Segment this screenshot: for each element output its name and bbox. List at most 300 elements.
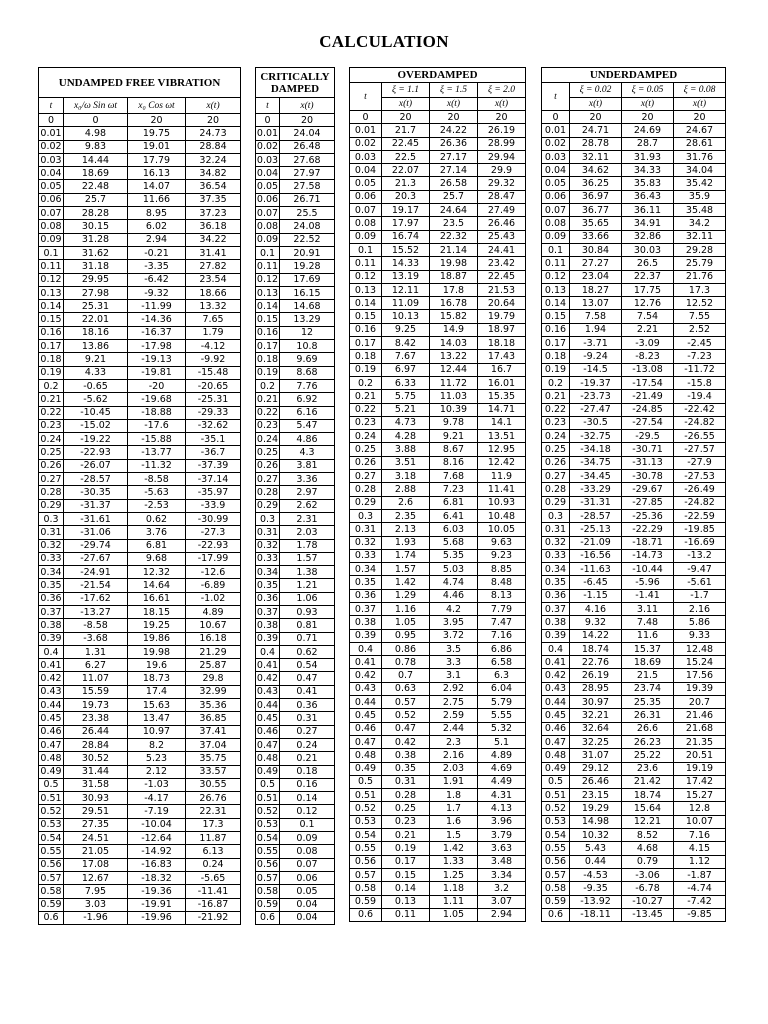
value-cell: 14.44 bbox=[64, 153, 128, 166]
table-row bbox=[256, 512, 335, 525]
value-cell: -21.54 bbox=[64, 579, 128, 592]
value-cell: 1.42 bbox=[382, 576, 430, 589]
value-cell: 26.58 bbox=[430, 177, 478, 190]
value-cell: 5.35 bbox=[430, 549, 478, 562]
table-row bbox=[350, 895, 526, 908]
value-cell: 28.28 bbox=[64, 207, 128, 220]
value-cell: 19.98 bbox=[430, 257, 478, 270]
t-cell: 0.57 bbox=[256, 872, 279, 884]
t-cell: 0.51 bbox=[256, 792, 279, 804]
t-cell: 0.04 bbox=[40, 167, 62, 179]
value-cell: 4.33 bbox=[64, 366, 128, 379]
value-cell: 28.47 bbox=[478, 190, 526, 203]
t-cell: 0.53 bbox=[40, 819, 62, 831]
t-cell: 0.27 bbox=[256, 473, 279, 485]
value-cell: -1.03 bbox=[128, 778, 186, 791]
value-cell: 1.21 bbox=[280, 579, 335, 592]
t-cell: 0.15 bbox=[542, 310, 570, 323]
table-row bbox=[256, 313, 335, 326]
t-cell: 0.34 bbox=[350, 563, 382, 576]
value-cell: -21.49 bbox=[622, 390, 674, 403]
value-cell: -9.35 bbox=[570, 882, 622, 895]
t-cell: 0.17 bbox=[40, 340, 62, 352]
value-cell: -5.62 bbox=[64, 393, 128, 406]
value-cell: 12.95 bbox=[478, 443, 526, 456]
value-cell: 12.44 bbox=[430, 363, 478, 376]
table-row bbox=[256, 140, 335, 153]
value-cell: 25.87 bbox=[186, 659, 241, 672]
table-row bbox=[256, 366, 335, 379]
value-cell: 9.63 bbox=[478, 536, 526, 549]
table-row bbox=[350, 283, 526, 296]
value-cell: 27.68 bbox=[280, 153, 335, 166]
t-cell: 0.35 bbox=[40, 580, 62, 592]
value-cell: 34.91 bbox=[622, 217, 674, 230]
value-cell: 5.23 bbox=[128, 752, 186, 765]
t-cell: 0.2 bbox=[350, 376, 382, 389]
table-row bbox=[350, 682, 526, 695]
value-cell: 0.12 bbox=[280, 805, 335, 818]
value-cell: 19.79 bbox=[478, 310, 526, 323]
value-cell: -14.92 bbox=[128, 845, 186, 858]
value-cell: 1.12 bbox=[674, 855, 726, 868]
table-row bbox=[350, 363, 526, 376]
t-cell: 0.6 bbox=[256, 911, 280, 924]
table-row bbox=[350, 297, 526, 310]
t-cell: 0.06 bbox=[350, 190, 382, 203]
value-cell: 1.33 bbox=[430, 855, 478, 868]
value-cell: -20 bbox=[128, 379, 186, 392]
value-cell: 18.66 bbox=[186, 286, 241, 299]
t-cell: 0.16 bbox=[350, 323, 382, 336]
value-cell: 2.3 bbox=[430, 735, 478, 748]
value-cell: 28.7 bbox=[622, 137, 674, 150]
value-cell: 0.06 bbox=[280, 871, 335, 884]
t-cell: 0.53 bbox=[542, 815, 570, 828]
table-row bbox=[542, 682, 726, 695]
value-cell: -30.35 bbox=[64, 486, 128, 499]
value-cell: 4.89 bbox=[186, 605, 241, 618]
t-cell: 0.08 bbox=[350, 217, 382, 230]
value-cell: 19.75 bbox=[128, 127, 186, 140]
value-cell: 18.27 bbox=[570, 283, 622, 296]
t-cell: 0.31 bbox=[256, 526, 279, 538]
value-cell: -9.92 bbox=[186, 353, 241, 366]
value-cell: -4.74 bbox=[674, 882, 726, 895]
table-row bbox=[39, 393, 241, 406]
table-row bbox=[256, 393, 335, 406]
t-cell: 0.54 bbox=[256, 832, 279, 844]
value-cell: 0.07 bbox=[280, 858, 335, 871]
value-cell: 0.05 bbox=[280, 885, 335, 898]
t-cell: 0.23 bbox=[542, 416, 570, 429]
value-cell: 3.36 bbox=[280, 473, 335, 486]
table-row bbox=[542, 536, 726, 549]
value-cell: -24.82 bbox=[674, 496, 726, 509]
t-cell: 0.29 bbox=[542, 496, 570, 509]
value-cell: 4.3 bbox=[280, 446, 335, 459]
value-cell: 15.35 bbox=[478, 390, 526, 403]
value-cell: 35.36 bbox=[186, 699, 241, 712]
t-cell: 0.2 bbox=[256, 379, 280, 392]
value-cell: -17.6 bbox=[128, 419, 186, 432]
value-cell: -22.42 bbox=[674, 403, 726, 416]
value-cell: 10.39 bbox=[430, 403, 478, 416]
t-cell: 0.46 bbox=[256, 726, 279, 738]
value-cell: 2.94 bbox=[128, 233, 186, 246]
value-cell: -37.39 bbox=[186, 459, 241, 472]
table-row bbox=[39, 805, 241, 818]
value-cell: 17.69 bbox=[280, 273, 335, 286]
t-cell: 0.05 bbox=[256, 181, 279, 193]
value-cell: -14.5 bbox=[570, 363, 622, 376]
value-cell: 26.48 bbox=[280, 140, 335, 153]
value-cell: 12.42 bbox=[478, 456, 526, 469]
value-cell: 28.95 bbox=[570, 682, 622, 695]
table-row bbox=[350, 656, 526, 669]
value-cell: 1.57 bbox=[382, 563, 430, 576]
value-cell: 18.69 bbox=[622, 656, 674, 669]
value-cell: 12.67 bbox=[64, 871, 128, 884]
value-cell: 10.07 bbox=[674, 815, 726, 828]
value-cell: 25.7 bbox=[430, 190, 478, 203]
value-cell: 20.7 bbox=[674, 696, 726, 709]
value-cell: -17.54 bbox=[622, 376, 674, 389]
t-cell: 0.11 bbox=[542, 257, 570, 270]
value-cell: 20.51 bbox=[674, 749, 726, 762]
value-cell: 12.21 bbox=[622, 815, 674, 828]
value-cell: 6.16 bbox=[280, 406, 335, 419]
value-cell: 3.18 bbox=[382, 470, 430, 483]
t-cell: 0.11 bbox=[350, 257, 382, 270]
table-row bbox=[39, 140, 241, 153]
value-cell: 21.7 bbox=[382, 124, 430, 137]
table-row bbox=[39, 898, 241, 911]
value-cell: 0.47 bbox=[382, 722, 430, 735]
t-cell: 0.6 bbox=[39, 911, 64, 924]
value-cell: 1.78 bbox=[280, 539, 335, 552]
t-cell: 0.02 bbox=[542, 137, 570, 150]
value-cell: 0.28 bbox=[382, 789, 430, 802]
t-cell: 0.21 bbox=[40, 393, 62, 405]
table-row bbox=[256, 499, 335, 512]
value-cell: 27.49 bbox=[478, 204, 526, 217]
t-cell: 0.52 bbox=[256, 806, 279, 818]
table-row bbox=[256, 473, 335, 486]
value-cell: 14.68 bbox=[280, 300, 335, 313]
table-row bbox=[39, 193, 241, 206]
value-cell: 36.54 bbox=[186, 180, 241, 193]
value-cell: 29.8 bbox=[186, 672, 241, 685]
table-row bbox=[350, 310, 526, 323]
value-cell: 26.19 bbox=[570, 669, 622, 682]
value-cell: 3.79 bbox=[478, 829, 526, 842]
value-cell: 3.63 bbox=[478, 842, 526, 855]
t-cell: 0.31 bbox=[350, 523, 382, 536]
t-cell: 0.19 bbox=[40, 367, 62, 379]
value-cell: -3.09 bbox=[622, 337, 674, 350]
value-cell: 1.6 bbox=[430, 815, 478, 828]
t-cell: 0.13 bbox=[542, 283, 570, 296]
table-row bbox=[256, 845, 335, 858]
column-header: x(t) bbox=[674, 98, 726, 111]
value-cell: -27.57 bbox=[674, 443, 726, 456]
table-row bbox=[39, 778, 241, 791]
value-cell: 9.33 bbox=[674, 629, 726, 642]
value-cell: 0.7 bbox=[382, 669, 430, 682]
value-cell: 37.41 bbox=[186, 725, 241, 738]
table-row bbox=[39, 579, 241, 592]
value-cell: 3.96 bbox=[478, 815, 526, 828]
t-cell: 0.37 bbox=[542, 602, 570, 615]
value-cell: 7.16 bbox=[478, 629, 526, 642]
value-cell: 5.43 bbox=[570, 842, 622, 855]
value-cell: 3.81 bbox=[280, 459, 335, 472]
t-cell: 0.55 bbox=[40, 845, 62, 857]
table-row bbox=[39, 659, 241, 672]
value-cell: 8.48 bbox=[478, 576, 526, 589]
table-row bbox=[350, 137, 526, 150]
column-header: x(t) bbox=[622, 98, 674, 111]
value-cell: 16.74 bbox=[382, 230, 430, 243]
table-row bbox=[350, 749, 526, 762]
table-row bbox=[256, 566, 335, 579]
t-cell: 0.38 bbox=[40, 619, 62, 631]
table-row bbox=[256, 752, 335, 765]
value-cell: 0.27 bbox=[280, 725, 335, 738]
table-row bbox=[256, 459, 335, 472]
value-cell: -13.27 bbox=[64, 605, 128, 618]
table-row bbox=[256, 645, 335, 658]
t-cell: 0.08 bbox=[542, 217, 570, 230]
t-cell: 0.29 bbox=[256, 500, 279, 512]
value-cell: -3.06 bbox=[622, 868, 674, 881]
t-cell: 0 bbox=[350, 111, 382, 124]
value-cell: -0.21 bbox=[128, 246, 186, 259]
table-row bbox=[350, 190, 526, 203]
value-cell: 4.28 bbox=[382, 430, 430, 443]
table-row bbox=[542, 722, 726, 735]
table-row bbox=[256, 672, 335, 685]
table-row bbox=[39, 672, 241, 685]
value-cell: 25.43 bbox=[478, 230, 526, 243]
value-cell: 21.3 bbox=[382, 177, 430, 190]
value-cell: 22.07 bbox=[382, 164, 430, 177]
table-row bbox=[350, 882, 526, 895]
value-cell: 0.44 bbox=[570, 855, 622, 868]
value-cell: 21.68 bbox=[674, 722, 726, 735]
table-row bbox=[350, 376, 526, 389]
value-cell: 2.59 bbox=[430, 709, 478, 722]
table-row bbox=[256, 911, 335, 924]
t-cell: 0.54 bbox=[350, 829, 382, 842]
value-cell: 18.16 bbox=[64, 326, 128, 339]
value-cell: 4.31 bbox=[478, 789, 526, 802]
value-cell: 8.2 bbox=[128, 738, 186, 751]
value-cell: -31.31 bbox=[570, 496, 622, 509]
value-cell: 31.41 bbox=[186, 246, 241, 259]
value-cell: 6.81 bbox=[128, 539, 186, 552]
column-header: x(t) bbox=[382, 98, 430, 111]
t-cell: 0.31 bbox=[542, 523, 570, 536]
t-cell: 0.44 bbox=[542, 696, 570, 709]
t-cell: 0.28 bbox=[350, 483, 382, 496]
value-cell: -18.11 bbox=[570, 908, 622, 921]
value-cell: 15.24 bbox=[674, 656, 726, 669]
value-cell: 0.15 bbox=[382, 868, 430, 881]
value-cell: -25.31 bbox=[186, 393, 241, 406]
t-cell: 0.22 bbox=[256, 407, 279, 419]
table-row bbox=[256, 619, 335, 632]
t-cell: 0.05 bbox=[350, 177, 382, 190]
table-row bbox=[542, 350, 726, 363]
value-cell: 1.93 bbox=[382, 536, 430, 549]
value-cell: 9.23 bbox=[478, 549, 526, 562]
value-cell: 12.8 bbox=[674, 802, 726, 815]
value-cell: 3.95 bbox=[430, 616, 478, 629]
value-cell: -18.32 bbox=[128, 871, 186, 884]
table-row bbox=[350, 350, 526, 363]
table-row bbox=[256, 273, 335, 286]
value-cell: -34.18 bbox=[570, 443, 622, 456]
value-cell: 25.7 bbox=[64, 193, 128, 206]
t-cell: 0.5 bbox=[542, 775, 570, 788]
t-cell: 0.41 bbox=[542, 656, 570, 669]
value-cell: -11.63 bbox=[570, 563, 622, 576]
value-cell: 0.14 bbox=[382, 882, 430, 895]
table-row bbox=[256, 778, 335, 791]
table-row bbox=[256, 353, 335, 366]
table-row bbox=[350, 164, 526, 177]
value-cell: 6.27 bbox=[64, 659, 128, 672]
t-cell: 0.38 bbox=[350, 616, 382, 629]
table-row bbox=[39, 459, 241, 472]
value-cell: -17.98 bbox=[128, 340, 186, 353]
value-cell: 0.31 bbox=[280, 712, 335, 725]
value-cell: 17.79 bbox=[128, 153, 186, 166]
value-cell: 18.73 bbox=[128, 672, 186, 685]
value-cell: 12 bbox=[280, 326, 335, 339]
table-row bbox=[542, 217, 726, 230]
table-row bbox=[256, 406, 335, 419]
value-cell: 30.15 bbox=[64, 220, 128, 233]
t-cell: 0.33 bbox=[542, 549, 570, 562]
table-row bbox=[39, 273, 241, 286]
t-header: t bbox=[542, 83, 570, 111]
table-row bbox=[256, 286, 335, 299]
table-row bbox=[39, 539, 241, 552]
value-cell: 2.21 bbox=[622, 323, 674, 336]
value-cell: 5.21 bbox=[382, 403, 430, 416]
table-row bbox=[542, 323, 726, 336]
table-row bbox=[350, 270, 526, 283]
value-cell: 0.41 bbox=[280, 685, 335, 698]
value-cell: 8.13 bbox=[478, 589, 526, 602]
table-row bbox=[542, 283, 726, 296]
value-cell: 7.54 bbox=[622, 310, 674, 323]
value-cell: 23.74 bbox=[622, 682, 674, 695]
value-cell: 0.1 bbox=[280, 818, 335, 831]
t-cell: 0.13 bbox=[350, 283, 382, 296]
t-cell: 0.47 bbox=[350, 735, 382, 748]
value-cell: 16.78 bbox=[430, 297, 478, 310]
table-row bbox=[256, 579, 335, 592]
value-cell: -6.89 bbox=[186, 579, 241, 592]
table-row bbox=[39, 353, 241, 366]
value-cell: 32.24 bbox=[186, 153, 241, 166]
t-cell: 0.5 bbox=[350, 775, 382, 788]
value-cell: 9.21 bbox=[430, 430, 478, 443]
value-cell: 13.07 bbox=[570, 297, 622, 310]
t-cell: 0.3 bbox=[39, 512, 64, 525]
t-cell: 0.48 bbox=[350, 749, 382, 762]
table-row bbox=[39, 765, 241, 778]
t-cell: 0.16 bbox=[542, 323, 570, 336]
page-title: CALCULATION bbox=[319, 32, 449, 51]
table-row bbox=[542, 775, 726, 788]
value-cell: -13.08 bbox=[622, 363, 674, 376]
value-cell: 3.2 bbox=[478, 882, 526, 895]
value-cell: 16.01 bbox=[478, 376, 526, 389]
table-row bbox=[542, 124, 726, 137]
value-cell: 10.97 bbox=[128, 725, 186, 738]
value-cell: 4.89 bbox=[478, 749, 526, 762]
value-cell: 17.97 bbox=[382, 217, 430, 230]
table-row bbox=[256, 246, 335, 259]
table-row bbox=[542, 456, 726, 469]
table-row bbox=[256, 832, 335, 845]
value-cell: 0.63 bbox=[382, 682, 430, 695]
t-cell: 0.55 bbox=[542, 842, 570, 855]
value-cell: 34.22 bbox=[186, 233, 241, 246]
value-cell: 3.88 bbox=[382, 443, 430, 456]
value-cell: 19.73 bbox=[64, 699, 128, 712]
t-cell: 0.42 bbox=[256, 673, 279, 685]
value-cell: 20.64 bbox=[478, 297, 526, 310]
t-cell: 0.36 bbox=[256, 593, 279, 605]
value-cell: 28.99 bbox=[478, 137, 526, 150]
value-cell: 2.94 bbox=[478, 908, 526, 921]
value-cell: -33.9 bbox=[186, 499, 241, 512]
table-row bbox=[350, 124, 526, 137]
value-cell: 9.83 bbox=[64, 140, 128, 153]
t-cell: 0.24 bbox=[350, 430, 382, 443]
t-cell: 0.02 bbox=[40, 141, 62, 153]
table-row bbox=[542, 576, 726, 589]
value-cell: 18.18 bbox=[478, 337, 526, 350]
value-cell: 33.66 bbox=[570, 230, 622, 243]
value-cell: -14.36 bbox=[128, 313, 186, 326]
table-row bbox=[350, 815, 526, 828]
t-cell: 0.48 bbox=[40, 752, 62, 764]
table-row bbox=[542, 642, 726, 655]
table-row bbox=[256, 898, 335, 911]
value-cell: 4.49 bbox=[478, 775, 526, 788]
t-cell: 0.23 bbox=[256, 420, 279, 432]
value-cell: -18.71 bbox=[622, 536, 674, 549]
table-row bbox=[39, 738, 241, 751]
value-cell: 21.35 bbox=[674, 735, 726, 748]
value-cell: 10.48 bbox=[478, 509, 526, 522]
value-cell: 7.76 bbox=[280, 379, 335, 392]
table-row bbox=[542, 523, 726, 536]
value-cell: 31.07 bbox=[570, 749, 622, 762]
table-row bbox=[39, 473, 241, 486]
value-cell: -16.37 bbox=[128, 326, 186, 339]
t-cell: 0.35 bbox=[542, 576, 570, 589]
t-cell: 0.26 bbox=[350, 456, 382, 469]
t-cell: 0 bbox=[542, 111, 570, 124]
